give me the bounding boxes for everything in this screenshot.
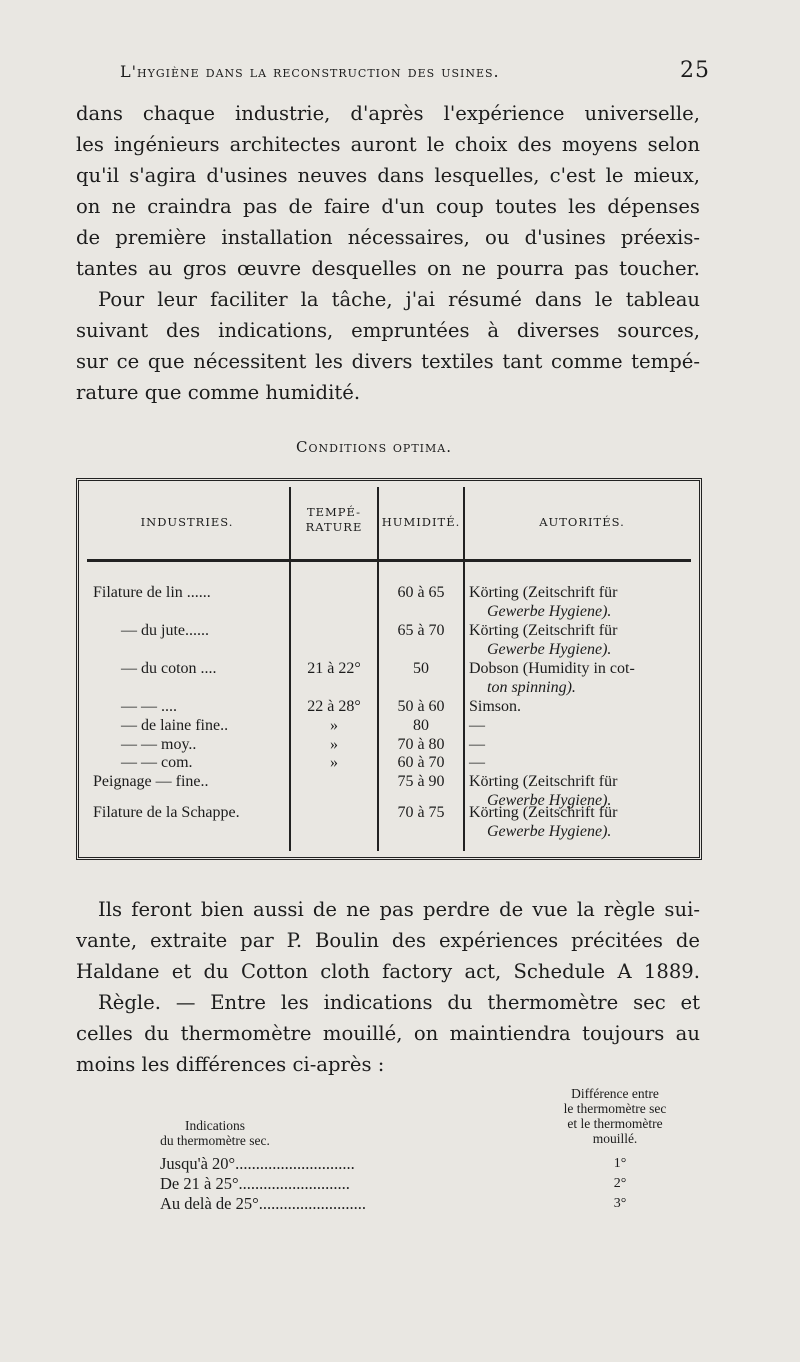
- indications-row-label: Au delà de 25°..........................: [160, 1194, 366, 1213]
- cell-humidity: 50 à 60: [397, 698, 445, 715]
- cell-humidity: 60 à 70: [397, 754, 445, 771]
- cell-temperature: 21 à 22°: [307, 660, 361, 677]
- authority-line-2: Gewerbe Hygiene).: [487, 603, 612, 620]
- text-line: Haldane et du Cotton cloth factory act, Schedule A 1889.: [76, 960, 700, 983]
- indications-left-header: Indications du thermomètre sec.: [160, 1118, 270, 1148]
- cell-industry: — — ....: [121, 698, 177, 715]
- cell-humidity: 70 à 80: [397, 736, 445, 753]
- text-line: Pour leur faciliter la tâche, j'ai résumé dans le tableau: [98, 288, 700, 311]
- authority-line-2: Gewerbe Hygiene).: [487, 823, 612, 840]
- cell-industry: — de laine fine..: [121, 717, 229, 734]
- cell-industry: Filature de la Schappe.: [93, 804, 240, 821]
- indications-row-label: De 21 à 25°...........................: [160, 1174, 350, 1193]
- indications-row-value: 1°: [613, 1156, 627, 1171]
- indications-row-value: 2°: [613, 1176, 627, 1191]
- authority-line: Dobson (Humidity in cot-: [469, 660, 635, 677]
- cell-humidity: 50: [413, 660, 429, 677]
- text-line: tantes au gros œuvre desquelles on ne pourra pas toucher.: [76, 257, 700, 280]
- cell-humidity: 75 à 90: [397, 773, 445, 790]
- authority-line-2: Gewerbe Hygiene).: [487, 792, 612, 809]
- cell-humidity: 65 à 70: [397, 622, 445, 639]
- cell-authority: —: [469, 717, 485, 734]
- authority-line: Körting (Zeitschrift für: [469, 584, 618, 601]
- cell-humidity: 60 à 65: [397, 584, 445, 601]
- authority-line: Körting (Zeitschrift für: [469, 622, 618, 639]
- text-line: on ne craindra pas de faire d'un coup toutes les dépenses: [76, 195, 700, 218]
- cell-temperature: »: [330, 717, 338, 734]
- cell-authority: —: [469, 754, 485, 771]
- indications-right-header: Différence entre le thermomètre sec et le thermomètre mouillé.: [563, 1086, 667, 1146]
- text-line: moins les différences ci-après :: [76, 1053, 385, 1076]
- authority-line: Körting (Zeitschrift für: [469, 804, 618, 821]
- cell-industry: — du coton ....: [121, 660, 217, 677]
- text-line: dans chaque industrie, d'après l'expérience universelle,: [76, 102, 700, 125]
- header-industries: INDUSTRIES.: [140, 515, 234, 529]
- cell-temperature: »: [330, 736, 338, 753]
- cell-industry: — — moy..: [121, 736, 197, 753]
- authority-line-2: Gewerbe Hygiene).: [487, 641, 612, 658]
- cell-humidity: 80: [413, 717, 429, 734]
- cell-industry: — — com.: [121, 754, 193, 771]
- running-head-title: L'hygiène dans la reconstruction des usines.: [120, 62, 500, 81]
- text-line: Règle. — Entre les indications du thermomètre sec et: [98, 991, 700, 1014]
- text-line: vante, extraite par P. Boulin des expériences précitées de: [76, 929, 700, 952]
- text-line: de première installation nécessaires, ou d'usines préexis-: [76, 226, 700, 249]
- authority-line-2: ton spinning).: [487, 679, 576, 696]
- cell-temperature: 22 à 28°: [307, 698, 361, 715]
- header-temperature: TEMPÉ- RATURE: [305, 505, 363, 534]
- cell-industry: Filature de lin ......: [93, 584, 211, 601]
- text-line: suivant des indications, empruntées à diverses sources,: [76, 319, 700, 342]
- table-title: Conditions optima.: [296, 438, 452, 456]
- cell-humidity: 70 à 75: [397, 804, 445, 821]
- text-line: qu'il s'agira d'usines neuves dans lesquelles, c'est le mieux,: [76, 164, 700, 187]
- cell-authority: —: [469, 736, 485, 753]
- text-line: sur ce que nécessitent les divers textiles tant comme tempé-: [76, 350, 700, 373]
- header-humidity: HUMIDITÉ.: [381, 515, 461, 529]
- text-line: Ils feront bien aussi de ne pas perdre de vue la règle sui-: [98, 898, 700, 921]
- text-line: les ingénieurs architectes auront le choix des moyens selon: [76, 133, 700, 156]
- indications-row-label: Jusqu'à 20°.............................: [160, 1154, 355, 1173]
- text-line: rature que comme humidité.: [76, 381, 361, 404]
- authority-line: Körting (Zeitschrift für: [469, 773, 618, 790]
- cell-authority: Simson.: [469, 698, 522, 715]
- indications-row-value: 3°: [613, 1196, 627, 1211]
- page-number: 25: [680, 58, 710, 83]
- cell-temperature: »: [330, 754, 338, 771]
- text-line: celles du thermomètre mouillé, on maintiendra toujours au: [76, 1022, 700, 1045]
- cell-industry: — du jute......: [121, 622, 209, 639]
- header-authorities: AUTORITÉS.: [539, 515, 625, 529]
- cell-industry: Peignage — fine..: [93, 773, 209, 790]
